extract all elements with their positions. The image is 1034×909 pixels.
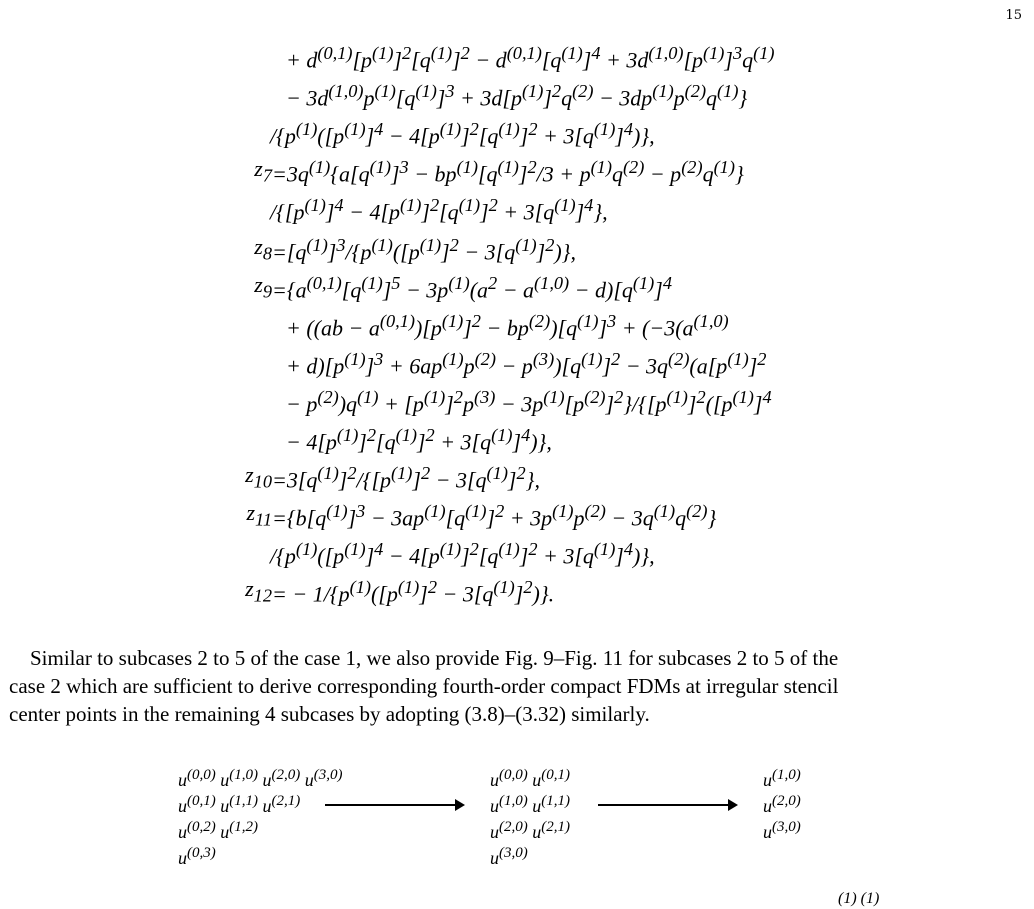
diagram-row: $u^{(0,3)}$: [178, 845, 216, 868]
equation-line: + $d)[p^{(1)}]^3 + 6ap^{(1)}p^{(2)} - p^{(3)})[q^{(1)}]^2 - 3q^{(2)}(a[p^{(1)}]^2$: [286, 349, 767, 379]
paragraph-line: case 2 which are sufficient to derive corresponding fourth-order compact FDMs at irregular stencil: [9, 674, 839, 698]
diagram-row: $u^{(0,0)}$ $u^{(0,1)}$: [490, 767, 570, 790]
equation-line: $=\{b[q^{(1)}]^3 - 3ap^{(1)}[q^{(1)}]^2 + 3p^{(1)}p^{(2)} - 3q^{(1)}q^{(2)}\}$: [272, 501, 717, 531]
diagram-row: $u^{(3,0)}$: [763, 819, 801, 842]
diagram-row: $u^{(0,0)}$ $u^{(1,0)}$ $u^{(2,0)}$ $u^{(3,0)}$: [178, 767, 343, 790]
equation-line: $/\{p^{(1)}([p^{(1)}]^4 - 4[p^{(1)}]^2[q^{(1)}]^2 + 3[q^{(1)}]^4)\}$,: [270, 119, 655, 149]
diagram-row: $u^{(0,2)}$ $u^{(1,2)}$: [178, 819, 258, 842]
bottom-fragment: (1) (1): [838, 890, 880, 907]
equation-line: $=\{a^{(0,1)}[q^{(1)}]^5 - 3p^{(1)}(a^2 - a^{(1,0)} - d)[q^{(1)}]^4$: [272, 273, 673, 303]
z8-label: $z_8$: [254, 234, 272, 264]
equation-line: $=3q^{(1)}\{a[q^{(1)}]^3 - bp^{(1)}[q^{(1)}]^2/3 + p^{(1)}q^{(2)} - p^{(2)}q^{(1)}\}$: [272, 157, 744, 187]
diagram-row: $u^{(2,0)}$: [763, 793, 801, 816]
diagram-row: $u^{(3,0)}$: [490, 845, 528, 868]
equation-line: = − $1/\{p^{(1)}([p^{(1)}]^2 - 3[q^{(1)}]^2)\}$.: [272, 577, 555, 607]
equation-line: − $p^{(2)})q^{(1)} + [p^{(1)}]^2p^{(3)} - 3p^{(1)}[p^{(2)}]^2\}/\{[p^{(1)}]^2([p^{(1)}]^4$: [286, 387, 772, 417]
equation-line: $/\{p^{(1)}([p^{(1)}]^4 - 4[p^{(1)}]^2[q^{(1)}]^2 + 3[q^{(1)}]^4)\}$,: [270, 539, 655, 569]
arrow-1: [325, 804, 463, 806]
diagram-row: $u^{(2,0)}$ $u^{(2,1)}$: [490, 819, 570, 842]
z9-label: $z_9$: [254, 272, 272, 302]
equation-line: $=[q^{(1)}]^3/\{p^{(1)}([p^{(1)}]^2 - 3[q^{(1)}]^2)\}$,: [272, 235, 576, 265]
z11-label: $z_{11}$: [246, 500, 272, 530]
z7-label: $z_7$: [254, 156, 272, 186]
equation-line: + $d^{(0,1)}[p^{(1)}]^2[q^{(1)}]^2 - d^{(0,1)}[q^{(1)}]^4 + 3d^{(1,0)}[p^{(1)}]^3q^{(1)}$: [286, 43, 775, 73]
paragraph-line: Similar to subcases 2 to 5 of the case 1, we also provide Fig. 9–Fig. 11 for subcases 2 to 5 of the: [30, 646, 839, 670]
equation-line: − $4[p^{(1)}]^2[q^{(1)}]^2 + 3[q^{(1)}]^4$)},: [286, 425, 552, 455]
equation-line: − $3d^{(1,0)}p^{(1)}[q^{(1)}]^3 + 3d[p^{(1)}]^2q^{(2)} - 3dp^{(1)}p^{(2)}q^{(1)}$}: [286, 81, 748, 111]
z10-label: $z_{10}$: [245, 462, 272, 492]
equation-line: $=3[q^{(1)}]^2/\{[p^{(1)}]^2 - 3[q^{(1)}]^2\}$,: [272, 463, 540, 493]
diagram-group-1: [178, 765, 343, 869]
diagram-group-3: [763, 765, 801, 843]
page-number: 15: [1005, 8, 1022, 23]
paragraph-line: center points in the remaining 4 subcases by adopting (3.8)–(3.32) similarly.: [9, 702, 650, 726]
diagram-row: $u^{(0,1)}$ $u^{(1,1)}$ $u^{(2,1)}$: [178, 793, 301, 816]
z12-label: $z_{12}$: [245, 576, 272, 606]
diagram-row: $u^{(1,0)}$: [763, 767, 801, 790]
diagram-group-2: [490, 765, 570, 869]
equation-line: + $((ab - a^{(0,1)})[p^{(1)}]^2 - bp^{(2)})[q^{(1)}]^3 + (-3(a^{(1,0)}$: [286, 311, 729, 341]
arrow-2: [598, 804, 736, 806]
diagram-row: $u^{(1,0)}$ $u^{(1,1)}$: [490, 793, 570, 816]
equation-line: $/\{[p^{(1)}]^4 - 4[p^{(1)}]^2[q^{(1)}]^2 + 3[q^{(1)}]^4\}$,: [270, 195, 608, 225]
